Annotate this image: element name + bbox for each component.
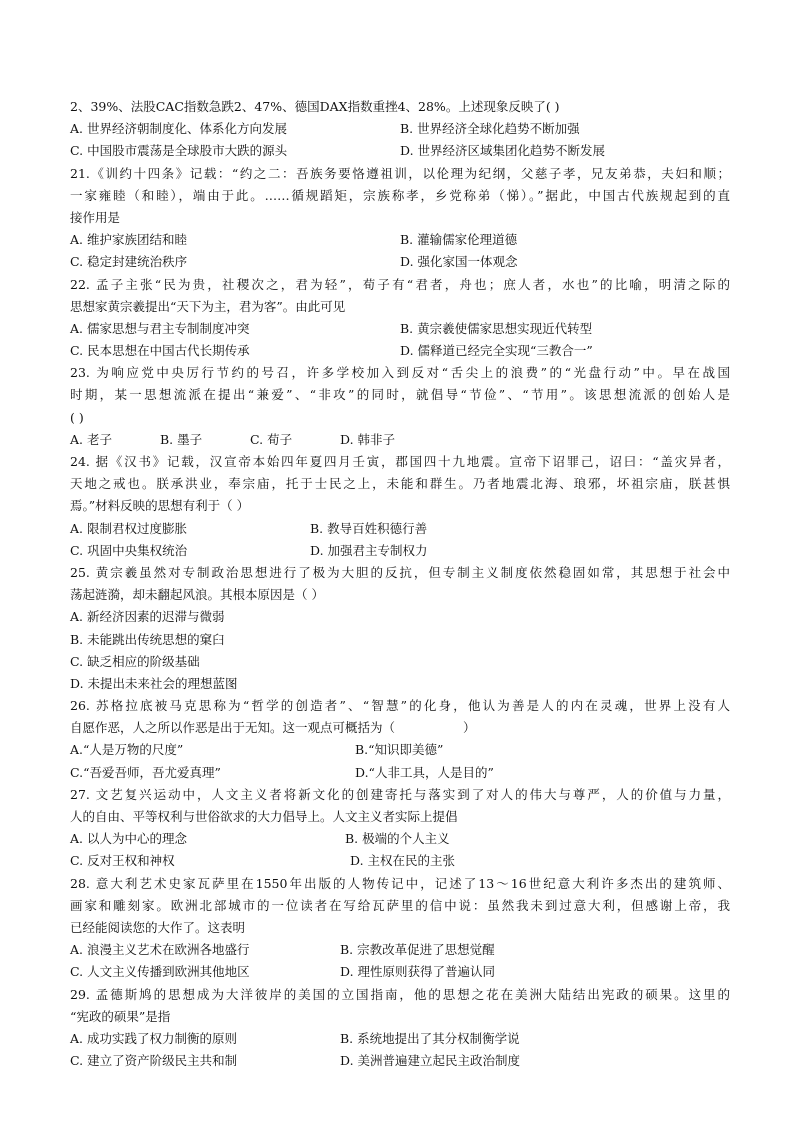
q27-stem-line2: 人的自由、平等权利与世俗欲求的大力倡导上。人文主义者实际上提倡	[70, 809, 458, 824]
q29-options-row1	[70, 1028, 610, 1050]
q24-option-b[interactable]: B. 教导百姓积德行善	[310, 520, 428, 536]
q29-stem-line1: 29. 孟德斯鸠的思想成为大洋彼岸的美国的立国指南，他的思想之花在美洲大陆结出宪政的硕果。这里的	[70, 986, 730, 1002]
q26-option-a[interactable]: A.“人是万物的尺度”	[70, 742, 184, 758]
q25-option-a[interactable]: A. 新经济因素的迟滞与微弱	[70, 609, 225, 625]
q20-option-a[interactable]: A. 世界经济朝制度化、体系化方向发展	[70, 121, 287, 137]
q20-option-c[interactable]: C. 中国股市震荡是全球股市大跌的源头	[70, 143, 288, 159]
q27-option-c[interactable]: C. 反对王权和神权	[70, 853, 175, 869]
q24-options-row2	[70, 540, 550, 562]
q27-stem-line1: 27. 文艺复兴运动中，人文主义者将新文化的创建寄托与落实到了对人的伟大与尊严，人的价值与力量，	[70, 786, 730, 802]
q28-options-row1	[70, 939, 610, 961]
q23-stem-line3: ( )	[70, 409, 84, 425]
q21-stem-line3: 接作用是	[70, 209, 121, 225]
q28-option-c[interactable]: C. 人文主义传播到欧洲其他地区	[70, 964, 250, 980]
q28-stem-line3: 已经能阅读您的大作了。这表明	[70, 919, 246, 935]
q29-options-row2	[70, 1050, 610, 1072]
q21-option-b[interactable]: B. 灌输儒家伦理道德	[400, 232, 518, 248]
q21-stem-line2: 一家雍睦（和睦），端由于此。……循规蹈矩，宗族称孝，乡党称弟（悌）。”据此，中国古代族规起到的直	[70, 187, 730, 203]
q24-option-c[interactable]: C. 巩固中央集权统治	[70, 542, 188, 558]
q21-options-row1	[70, 229, 730, 251]
q26-options-row2	[70, 762, 640, 784]
q25-option-b[interactable]: B. 未能跳出传统思想的窠臼	[70, 631, 225, 647]
q29-stem-line2: “宪政的硕果”是指	[70, 1008, 171, 1024]
q26-stem-line2-text: 自愿作恶，人之所以作恶是出于无知。这一观点可概括为（	[70, 720, 396, 736]
q23-option-c[interactable]: C. 荀子	[250, 431, 293, 447]
q22-stem-line2: 思想家黄宗羲提出“天下为主，君为客”。由此可见	[70, 298, 346, 314]
q22-options-row1	[70, 318, 730, 340]
q24-stem-line2: 天地之戒也。朕承洪业，奉宗庙，托于士民之上，未能和群生。乃者地震北海、琅邪，坏祖宗庙，朕甚惧	[70, 476, 730, 492]
q26-option-b[interactable]: B.“知识即美德”	[355, 742, 444, 758]
q21-options-row2	[70, 251, 730, 273]
q26-stem-line2	[70, 717, 730, 739]
q29-option-d[interactable]: D. 美洲普遍建立起民主政治制度	[340, 1053, 521, 1069]
q24-stem-line1: 24. 据《汉书》记载，汉宣帝本始四年夏四月壬寅，郡国四十九地震。宣帝下诏罪己，诏曰：“盖灾异者，	[70, 454, 730, 469]
q27-options-row2	[70, 850, 630, 872]
q23-stem-line1: 23. 为响应党中央厉行节约的号召，许多学校加入到反对“舌尖上的浪费”的“光盘行动”中。早在战国	[70, 365, 730, 381]
q27-options-row1	[70, 828, 620, 850]
q22-option-a[interactable]: A. 儒家思想与君主专制制度冲突	[70, 320, 250, 336]
q22-stem-line1: 22. 孟子主张“民为贵，社稷次之，君为轻”，荀子有“君者，舟也；庶人者，水也”的比喻，明清之际的	[70, 276, 730, 292]
q28-option-b[interactable]: B. 宗教改革促进了思想觉醒	[340, 942, 495, 958]
q20-option-b[interactable]: B. 世界经济全球化趋势不断加强	[400, 121, 580, 137]
q20-stem: 2、39%、法股CAC指数急跌2、47%、德国DAX指数重挫4、28%。上述现象反映了( )	[70, 99, 560, 114]
q26-option-c[interactable]: C.“吾爱吾师，吾尤爱真理”	[70, 764, 221, 780]
q25-option-d[interactable]: D. 未提出未来社会的理想蓝图	[70, 675, 238, 691]
q21-stem-line1: 21.《训约十四条》记载：“约之二：吾族务要恪遵祖训，以伦理为纪纲，父慈子孝，兄友弟恭，夫妇和顺；	[70, 165, 730, 181]
q29-option-a[interactable]: A. 成功实践了权力制衡的原则	[70, 1030, 237, 1046]
q26-stem-line1: 26. 苏格拉底被马克思称为“哲学的创造者”、“智慧”的化身，他认为善是人的内在灵魂，世界上没有人	[70, 698, 730, 714]
q21-option-c[interactable]: C. 稳定封建统治秩序	[70, 254, 188, 270]
q20-options-row1	[70, 118, 730, 140]
q25-stem-line2: 荡起涟漪，却未翻起风浪。其根本原因是（ ）	[70, 587, 324, 603]
q26-option-d[interactable]: D.“人非工具，人是目的”	[355, 764, 494, 780]
q29-option-b[interactable]: B. 系统地提出了其分权制衡学说	[340, 1030, 520, 1046]
q25-stem-line1: 25. 黄宗羲虽然对专制政治思想进行了极为大胆的反抗，但专制主义制度依然稳固如常，其思想于社会中	[70, 564, 730, 580]
q28-stem-line1: 28. 意大利艺术史家瓦萨里在1550年出版的人物传记中，记述了13～16世纪意大利许多杰出的建筑师、	[70, 875, 730, 891]
q27-option-d[interactable]: D. 主权在民的主张	[350, 853, 456, 869]
q24-stem-line3: 焉。”材料反映的思想有利于（ ）	[70, 498, 250, 514]
q22-option-d[interactable]: D. 儒释道已经完全实现“三教合一”	[400, 343, 593, 359]
q24-options-row1	[70, 518, 550, 540]
q21-option-a[interactable]: A. 维护家族团结和睦	[70, 232, 187, 248]
q23-option-d[interactable]: D. 韩非子	[340, 431, 396, 447]
q27-option-a[interactable]: A. 以人为中心的理念	[70, 831, 187, 847]
q20-option-d[interactable]: D. 世界经济区域集团化趋势不断发展	[400, 143, 606, 159]
q22-option-c[interactable]: C. 民本思想在中国古代长期传承	[70, 343, 250, 359]
q23-stem-line2: 时期，某一思想流派在提出“兼爱”、“非攻”的同时，就倡导“节俭”、“节用”。该思想流派的创始人是	[70, 387, 730, 403]
q22-options-row2	[70, 340, 730, 362]
q26-stem-line2-close: ）	[463, 720, 476, 736]
q22-option-b[interactable]: B. 黄宗羲使儒家思想实现近代转型	[400, 320, 593, 336]
q23-option-a[interactable]: A. 老子	[70, 431, 112, 447]
q20-options-row2	[70, 140, 730, 162]
exam-page	[70, 96, 730, 1072]
q28-options-row2	[70, 961, 610, 983]
q28-option-d[interactable]: D. 理性原则获得了普遍认同	[340, 964, 496, 980]
q28-option-a[interactable]: A. 浪漫主义艺术在欧洲各地盛行	[70, 942, 250, 958]
q21-option-d[interactable]: D. 强化家国一体观念	[400, 254, 518, 270]
q27-option-b[interactable]: B. 极端的个人主义	[345, 831, 450, 847]
q23-options-row	[70, 429, 430, 451]
q28-stem-line2: 画家和雕刻家。欧洲北部城市的一位读者在写给瓦萨里的信中说：虽然我未到过意大利，但感谢上帝，我	[70, 897, 730, 913]
q24-option-d[interactable]: D. 加强君主专制权力	[310, 542, 428, 558]
q24-option-a[interactable]: A. 限制君权过度膨胀	[70, 520, 187, 536]
q26-options-row1	[70, 739, 640, 761]
q25-option-c[interactable]: C. 缺乏相应的阶级基础	[70, 653, 200, 669]
q23-option-b[interactable]: B. 墨子	[160, 431, 203, 447]
q29-option-c[interactable]: C. 建立了资产阶级民主共和制	[70, 1053, 238, 1069]
